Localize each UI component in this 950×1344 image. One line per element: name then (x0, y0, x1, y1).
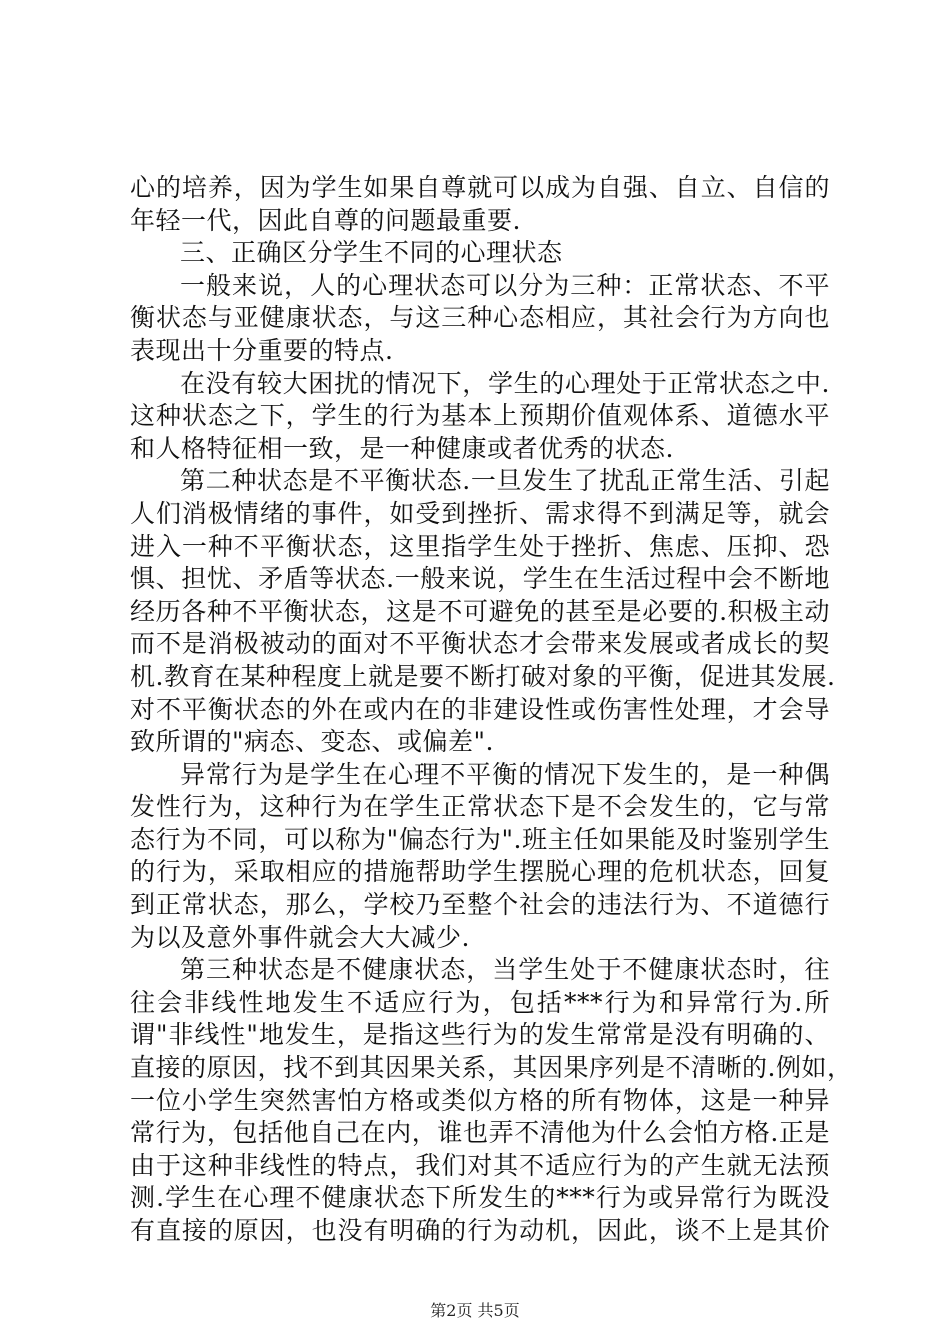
text-line: 三、正确区分学生不同的心理状态 (180, 238, 563, 268)
text-line: 往会非线性地发生不适应行为，包括***行为和异常行为.所 (130, 987, 830, 1017)
text-line: 致所谓的"病态、变态、或偏差". (130, 727, 494, 757)
text-line: 到正常状态，那么，学校乃至整个社会的违法行为、不道德行 (130, 890, 830, 920)
page-footer: 第2页 共5页 (430, 1301, 520, 1320)
text-line: 一位小学生突然害怕方格或类似方格的所有物体，这是一种异 (130, 1085, 830, 1115)
text-line: 的行为，采取相应的措施帮助学生摆脱心理的危机状态，回复 (130, 857, 830, 887)
text-line: 这种状态之下，学生的行为基本上预期价值观体系、道德水平 (130, 401, 830, 431)
text-line: 而不是消极被动的面对不平衡状态才会带来发展或者成长的契 (130, 629, 830, 659)
text-line: 第二种状态是不平衡状态.一旦发生了扰乱正常生活、引起 (180, 466, 830, 496)
text-line: 常行为，包括他自己在内，谁也弄不清他为什么会怕方格.正是 (130, 1118, 830, 1148)
text-line: 由于这种非线性的特点，我们对其不适应行为的产生就无法预 (130, 1150, 830, 1180)
document-body (130, 172, 853, 1248)
text-line: 表现出十分重要的特点. (130, 335, 394, 365)
text-line: 有直接的原因，也没有明确的行为动机，因此，谈不上是其价 (130, 1216, 830, 1245)
text-line: 谓"非线性"地发生，是指这些行为的发生常常是没有明确的、 (130, 1020, 830, 1050)
text-line: 经历各种不平衡状态，这是不可避免的甚至是必要的.积极主动 (130, 596, 830, 626)
text-line: 对不平衡状态的外在或内在的非建设性或伤害性处理，才会导 (130, 694, 830, 724)
text-line: 为以及意外事件就会大大减少. (130, 922, 470, 952)
text-line: 机.教育在某种程度上就是要不断打破对象的平衡，促进其发展. (130, 661, 836, 691)
text-line: 进入一种不平衡状态，这里指学生处于挫折、焦虑、压抑、恐 (130, 531, 830, 561)
text-line: 衡状态与亚健康状态，与这三种心态相应，其社会行为方向也 (130, 303, 830, 333)
text-line: 态行为不同，可以称为"偏态行为".班主任如果能及时鉴别学生 (130, 824, 830, 854)
text-line: 在没有较大困扰的情况下，学生的心理处于正常状态之中. (180, 368, 830, 398)
text-line: 异常行为是学生在心理不平衡的情况下发生的，是一种偶 (180, 759, 830, 789)
text-line: 和人格特征相一致，是一种健康或者优秀的状态. (130, 433, 674, 463)
text-line: 测.学生在心理不健康状态下所发生的***行为或异常行为既没 (130, 1183, 830, 1213)
text-line: 惧、担忧、矛盾等状态.一般来说，学生在生活过程中会不断地 (130, 564, 830, 594)
text-line: 第三种状态是不健康状态，当学生处于不健康状态时，往 (180, 955, 830, 985)
text-line: 心的培养，因为学生如果自尊就可以成为自强、自立、自信的 (130, 173, 830, 202)
text-line: 一般来说，人的心理状态可以分为三种：正常状态、不平 (180, 270, 830, 300)
text-line: 直接的原因，找不到其因果关系，其因果序列是不清晰的.例如， (130, 1053, 853, 1083)
text-line: 年轻一代，因此自尊的问题最重要. (130, 205, 521, 235)
text-line: 发性行为，这种行为在学生正常状态下是不会发生的，它与常 (130, 792, 830, 822)
text-line: 人们消极情绪的事件，如受到挫折、需求得不到满足等，就会 (130, 498, 830, 528)
